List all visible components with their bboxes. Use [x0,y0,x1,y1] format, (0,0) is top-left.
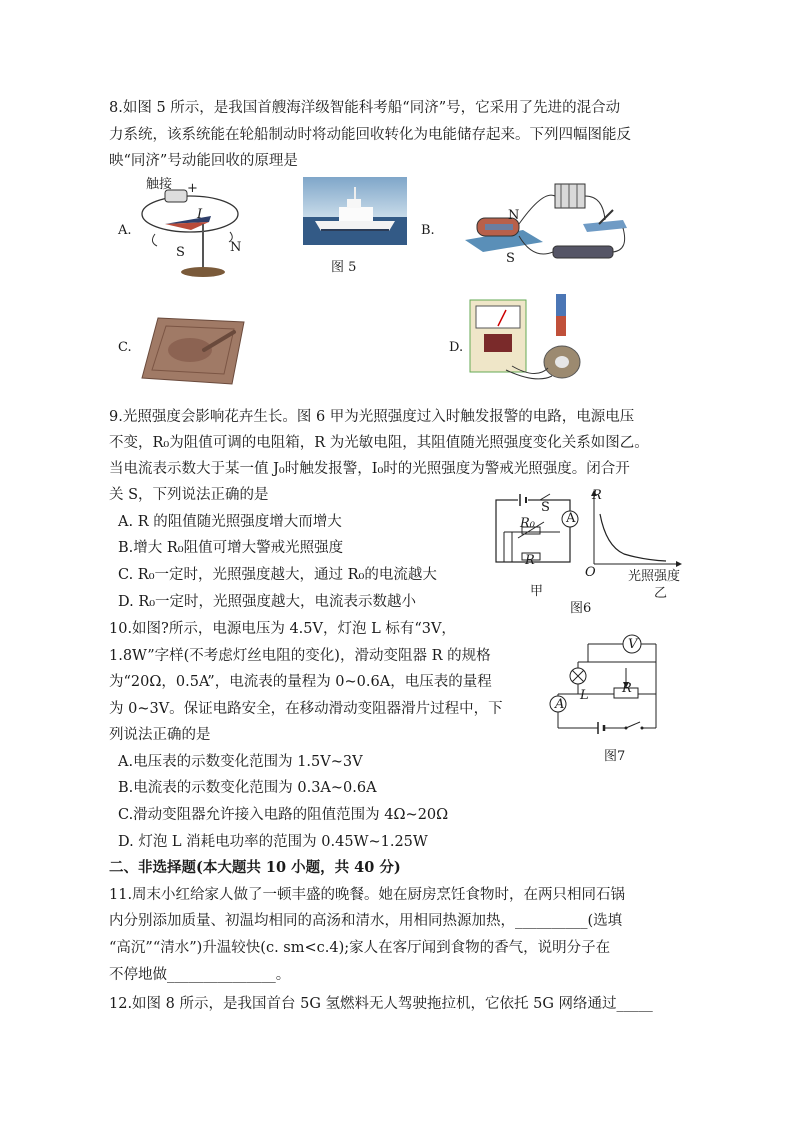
q10-fig7-caption: 图7 [604,749,626,764]
q10-option-c: C.滑动变阻器允许接入电路的阻值范围为 4Ω~20Ω [118,807,449,823]
q9-line2: 不变，R₀为阻值可调的电阻箱，R 为光敏电阻，其阻值随光照强度变化关系如图乙。 [109,435,649,451]
q9-fig6-a: A [566,511,576,526]
q8-a-plus: + [187,181,198,196]
q8-line3: 映“同济”号动能回收的原理是 [109,153,298,169]
q8-a-current: I [197,207,203,222]
q10-line3: 为“20Ω，0.5A”，电流表的量程为 0~0.6A，电压表的量程 [109,674,492,690]
q9-fig6-origin: O [585,565,596,580]
q9-fig6-r-axis: R [592,488,602,503]
q9-line4: 关 S，下列说法正确的是 [109,487,269,503]
q8-line1: 8.如图 5 所示，是我国首艘海洋级智能科考船“同济”号，它采用了先进的混合动 [109,100,621,116]
q10-option-d: D. 灯泡 L 消耗电功率的范围为 0.45W~1.25W [118,834,428,850]
q9-fig6-circuit [490,492,590,572]
q10-fig7-circuit [548,632,664,740]
q10-line1: 10.如图?所示，电源电压为 4.5V，灯泡 L 标有“3V， [109,621,456,637]
q8-line2: 力系统，该系统能在轮船制动时将动能回收转化为电能储存起来。下列四幅图能反 [109,127,631,143]
q10-fig7-r: R [622,681,632,696]
q9-fig6-s: S [541,500,550,515]
q8-b-s: S [506,251,515,266]
q8-figure-b-circuit [463,180,633,272]
q8-a-s: S [176,245,185,260]
q9-fig6-r0: R₀ [520,516,535,531]
q10-option-a: A.电压表的示数变化范围为 1.5V~3V [118,754,363,770]
q8-figure-d-galvanometer [466,292,586,382]
q9-option-d: D. R₀一定时，光照强度越大，电流表示数越小 [118,594,417,610]
q8-option-a-label: A. [118,223,132,238]
q8-a-touch-label: 触接 [146,177,173,192]
q9-option-c: C. R₀一定时，光照强度越大，通过 R₀的电流越大 [118,567,437,583]
q9-fig6-caption: 图6 [570,601,592,616]
q12-line1: 12.如图 8 所示，是我国首台 5G 氢燃料无人驾驶拖拉机，它依托 5G 网络通过_____ [109,996,653,1012]
q8-a-n: N [230,240,242,255]
q8-fig5-ship-photo [303,177,407,245]
q9-option-b: B.增大 R₀阻值可增大警戒光照强度 [118,540,344,556]
q10-line4: 为 0~3V。保证电路安全，在移动滑动变阻器滑片过程中，下 [109,701,503,717]
q9-fig6-jia: 甲 [530,584,544,599]
q11-line3: “高沉”“清水”)升温较快(c. sm<c.4);家人在客厅闻到食物的香气，说明分子在 [109,940,611,956]
q10-fig7-a: A [555,697,565,712]
q11-line2: 内分别添加质量、初温均相同的高汤和清水，用相同热源加热，__________(选填 [109,913,623,929]
q8-option-d-label: D. [449,340,464,355]
q11-line4: 不停地做_______________。 [109,967,291,983]
q10-option-b: B.电流表的示数变化范围为 0.3A~0.6A [118,780,377,796]
q10-fig7-v: V [628,637,638,652]
q9-line1: 9.光照强度会影响花卉生长。图 6 甲为光照强度过入时触发报警的电路，电源电压 [109,409,635,425]
q10-fig7-l: L [580,688,589,703]
q8-option-c-label: C. [118,340,132,355]
q8-fig5-caption: 图 5 [331,260,357,275]
q9-fig6-x-axis: 光照强度 [628,569,681,584]
q11-line1: 11.周末小红给家人做了一顿丰盛的晚餐。她在厨房烹饪食物时，在两只相同石锅 [109,887,626,903]
q10-line5: 列说法正确的是 [109,727,211,743]
q9-fig6-r: R [525,553,535,568]
section2-title: 二、非选择题(本大题共 10 小题，共 40 分) [109,859,401,876]
q10-line2: 1.8W”字样(不考虑灯丝电阻的变化)，滑动变阻器 R 的规格 [109,648,491,664]
q9-line3: 当电流表示数大于某一值 J₀时触发报警，I₀时的光照强度为警戒光照强度。闭合开 [109,461,630,477]
q8-figure-c-sinan [138,312,250,388]
q9-fig6-yi: 乙 [654,586,668,601]
q8-option-b-label: B. [421,223,435,238]
q9-option-a: A. R 的阻值随光照强度增大而增大 [118,514,342,530]
q8-b-n: N [508,208,520,223]
